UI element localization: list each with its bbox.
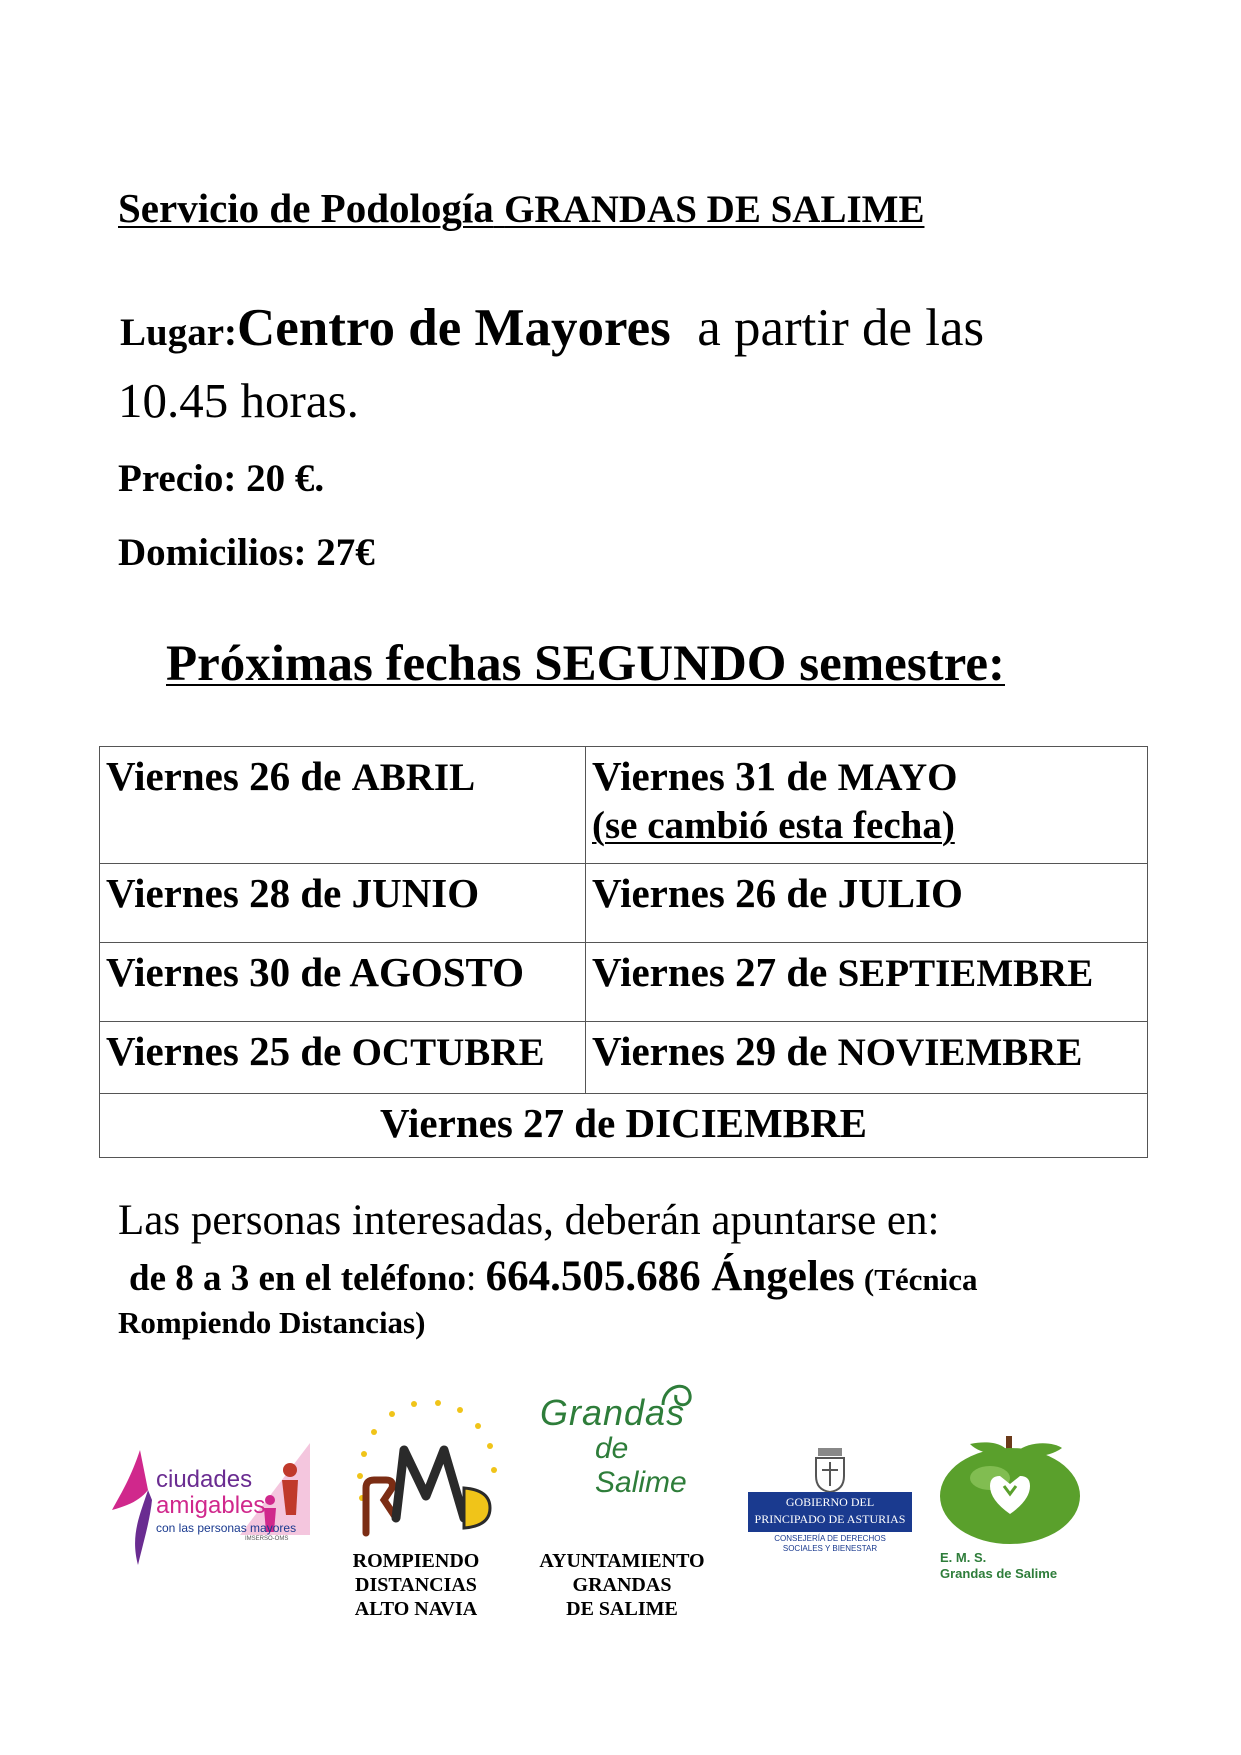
ayuntamiento-caption: AYUNTAMIENTO GRANDAS DE SALIME <box>539 1550 705 1620</box>
rompiendo-distancias-logo <box>352 1388 502 1538</box>
apple-icon <box>930 1436 1090 1546</box>
gobierno-asturias-logo: GOBIERNO DEL PRINCIPADO DE ASTURIAS CONSEJERÍA DE DERECHOS SOCIALES Y BIENESTAR <box>748 1446 912 1556</box>
ems-logo: E. M. S. Grandas de Salime <box>930 1436 1090 1586</box>
place-from: a partir de las <box>697 299 985 357</box>
date-cell: Viernes 30 de AGOSTO <box>100 943 586 1022</box>
date-cell: Viernes 28 de JUNIO <box>100 864 586 943</box>
coat-of-arms-icon <box>810 1446 850 1494</box>
contact-intro: Las personas interesadas, deberán apuntarse en: <box>118 1197 940 1244</box>
place-name: Centro de Mayores <box>237 299 671 357</box>
ciudades-amigables-logo: ciudades amigables con las personas mayores IMSERSO-OMS <box>110 1440 310 1570</box>
place-label: Lugar: <box>120 311 237 354</box>
contact-role: Rompiendo Distancias) <box>118 1305 426 1340</box>
contact-phone: 664.505.686 Ángeles <box>485 1253 855 1300</box>
date-cell: Viernes 25 de OCTUBRE <box>100 1022 586 1094</box>
date-cell: Viernes 27 de SEPTIEMBRE <box>586 943 1148 1022</box>
contact-hours: de 8 a 3 en el teléfono <box>129 1258 467 1299</box>
dates-table <box>99 746 1148 1158</box>
date-cell: Viernes 31 de MAYO (se cambió esta fecha) <box>586 747 1148 864</box>
grandas-de-salime-logo: Grandas de Salime <box>540 1380 720 1470</box>
place-line <box>120 298 984 358</box>
title-service: Servicio de Podología <box>118 185 494 231</box>
swirl-icon <box>658 1380 698 1410</box>
date-change-note: (se cambió esta fecha) <box>592 803 955 847</box>
document-title <box>118 184 924 232</box>
home-visit-price: Domicilios: 27€ <box>118 531 375 574</box>
start-time: 10.45 horas. <box>118 373 359 428</box>
title-town: GRANDAS DE SALIME <box>504 188 925 231</box>
contact-phone-line: de 8 a 3 en el teléfono: 664.505.686 Ángeles (Técnica <box>129 1253 978 1300</box>
dates-heading: Próximas fechas SEGUNDO semestre: <box>166 636 1005 692</box>
date-cell: Viernes 26 de ABRIL <box>100 747 586 864</box>
date-cell: Viernes 26 de JULIO <box>586 864 1148 943</box>
date-cell: Viernes 29 de NOVIEMBRE <box>586 1022 1148 1094</box>
price: Precio: 20 €. <box>118 457 325 500</box>
rmd-stars-icon <box>352 1388 502 1538</box>
date-cell: Viernes 27 de DICIEMBRE <box>100 1094 1148 1158</box>
rompiendo-distancias-caption: ROMPIENDO DISTANCIAS ALTO NAVIA <box>352 1550 480 1620</box>
